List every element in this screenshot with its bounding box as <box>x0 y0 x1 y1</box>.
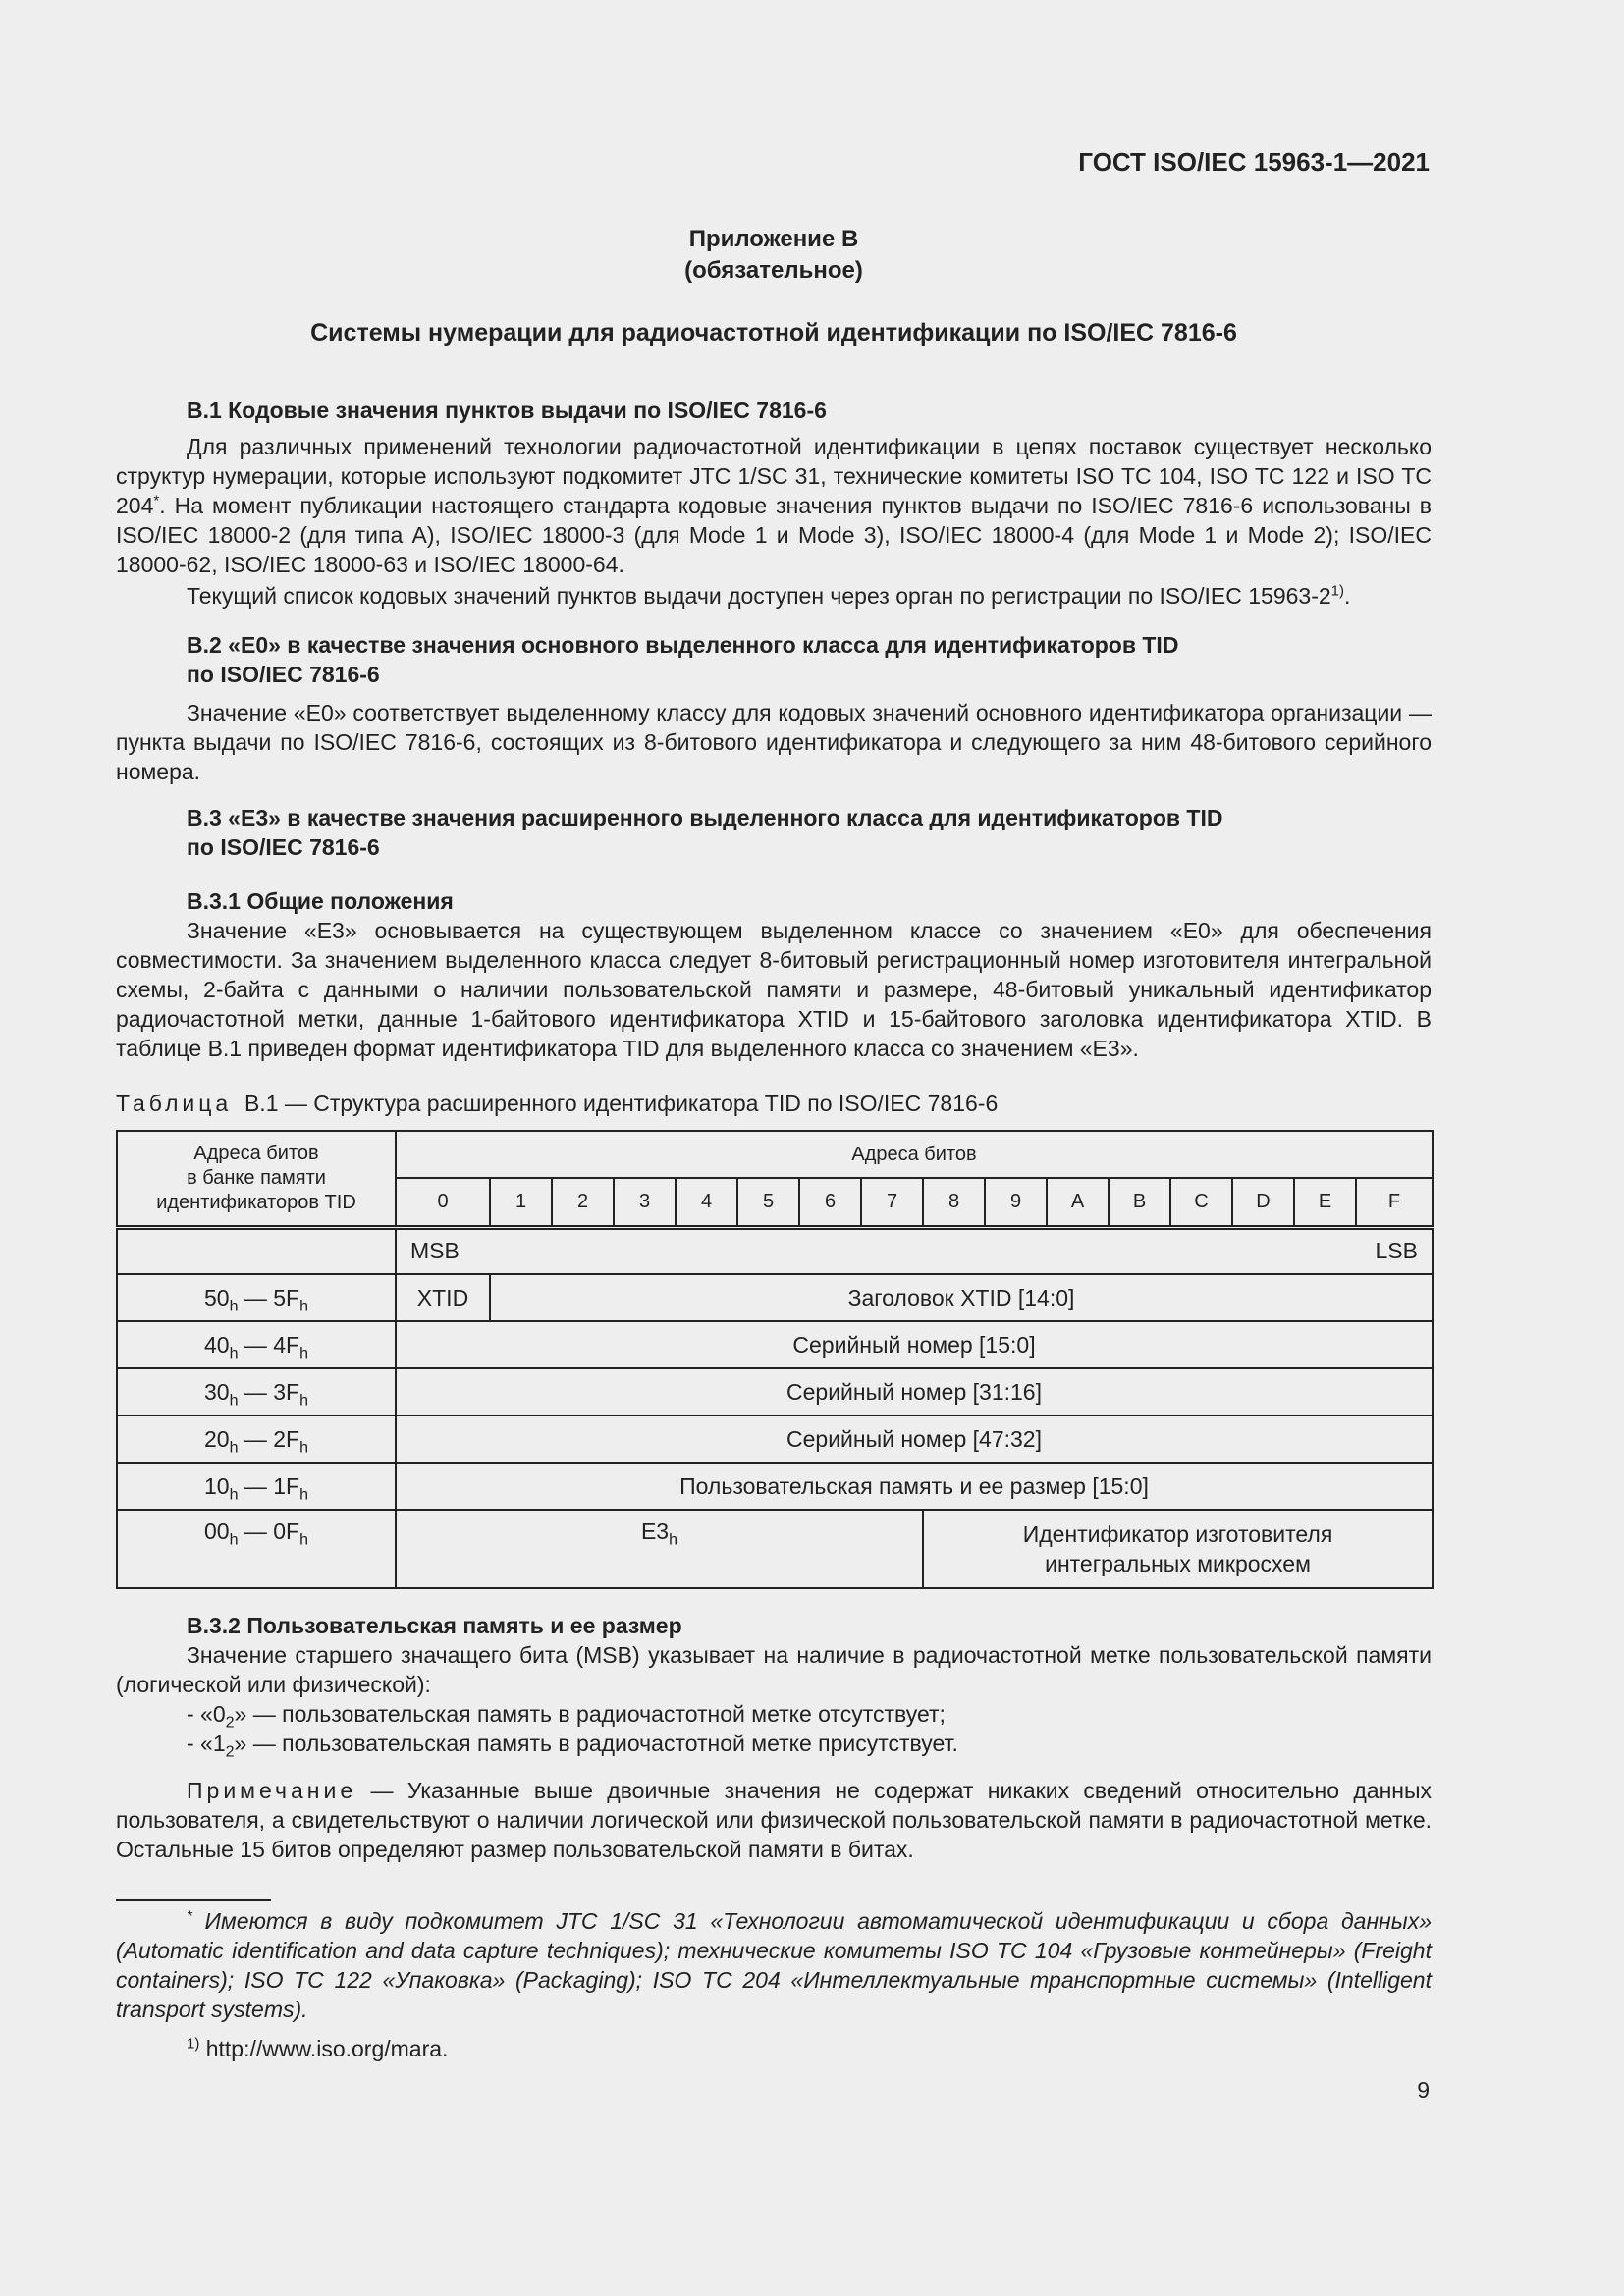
bit-header: B <box>1109 1178 1170 1227</box>
list-item: - «$0_2$» — пользовательская память в радиочастотной метке отсутствует; <box>187 1701 946 1732</box>
e3-cell: $E3_h$ <box>396 1510 923 1588</box>
manufacturer-cell: Идентификатор изготовителя интегральных микросхем <box>923 1510 1433 1588</box>
bit-header: C <box>1170 1178 1232 1227</box>
bit-header: F <box>1356 1178 1433 1227</box>
section-b1-paragraph: Для различных применений технологии радиочастотной идентификации в цепях поставок существует несколько структур нумерации, которые используют подкомитет JTC 1/SC 31, технические комитеты ISO TC 104, ISO TC 122 и ISO TC 204*. На момент публикации настоящего стандарта кодовые значения пунктов выдачи по ISO/IEC 7816-6 использованы в ISO/IEC 18000-2 (для типа А), ISO/IEC 18000-3 (для Mode 1 и Mode 3), ISO/IEC 18000-4 (для Mode 1 и Mode 2); ISO/IEC 18000-62, ISO/IEC 18000-63 и ISO/IEC 18000-64. <box>116 434 1432 577</box>
section-b32-paragraph: Значение старшего значащего бита (MSB) указывает на наличие в радиочастотной метке пользовательской памяти (логической или физической): <box>116 1642 1432 1697</box>
section-b31-heading: В.3.1 Общие положения <box>187 888 454 914</box>
bit-header: D <box>1232 1178 1294 1227</box>
section-b2-paragraph: Значение «Е0» соответствует выделенному классу для кодовых значений основного идентификатора организации — пункта выдачи по ISO/IEC 7816-6, состоящих из 8-битового идентификатора и следующего за ним 48-битового серийного номера. <box>116 700 1432 784</box>
bit-header: 6 <box>799 1178 861 1227</box>
bit-header: 9 <box>985 1178 1047 1227</box>
footnote-1: $^{1)}$ http://www.iso.org/mara. <box>187 2035 449 2061</box>
annex-status: (обязательное) <box>684 257 863 284</box>
bit-header: 2 <box>552 1178 614 1227</box>
footnote-ref-1[interactable]: 1) <box>1330 582 1345 600</box>
tid-structure-table <box>116 1130 1434 1589</box>
bit-header: 7 <box>861 1178 923 1227</box>
serial-cell: Серийный номер [15:0] <box>396 1321 1433 1368</box>
page-number: 9 <box>1417 2077 1430 2103</box>
section-b31-paragraph: Значение «Е3» основывается на существующем выделенном классе со значением «Е0» для обеспечения совместимости. За значением выделенного класса следует 8-битовый регистрационный номер изготовителя интегральной схемы, 2-байта с данными о наличии пользовательской памяти и размере, 48-битовый уникальный идентификатор радиочастотной метки, данные 1-байтового идентификатора XTID и 15-байтового заголовка идентификатора XTID. В таблице В.1 приведен формат идентификатора TID для выделенного класса со значением «Е3». <box>116 918 1432 1061</box>
footnote-star: * Имеются в виду подкомитет JTC 1/SC 31 «Технологии автоматической идентификации и сбора данных» (Automatic identification and data capture techniques); технические комитеты ISO TC 104 «Грузовые контейнеры» (Freight containers); ISO TC 122 «Упаковка» (Packaging); ISO TC 204 «Интеллектуальные транспортные системы» (Intelligent transport systems). <box>116 1907 1432 2022</box>
address-range: $00_h$ — $0F_h$ <box>117 1510 396 1588</box>
serial-cell: Серийный номер [31:16] <box>396 1368 1433 1415</box>
msb-lsb-row <box>396 1227 1433 1274</box>
address-range: $10_h$ — $1F_h$ <box>117 1463 396 1510</box>
section-b1-heading: В.1 Кодовые значения пунктов выдачи по ISO/IEC 7816-6 <box>187 398 827 423</box>
bit-header: 5 <box>737 1178 799 1227</box>
address-range: $20_h$ — $2F_h$ <box>117 1415 396 1463</box>
note: Примечание — Указанные выше двоичные значения не содержат никаких сведений относительно данных пользователя, а свидетельствуют о наличии логической или физической пользовательской памяти в радиочастотной метке. Остальные 15 битов определяют размер пользовательской памяти в битах. <box>116 1778 1432 1862</box>
section-b3-heading: В.3 «Е3» в качестве значения расширенного выделенного класса для идентификаторов TID по ISO/IEC 7816-6 <box>187 805 1223 860</box>
msb-label: MSB <box>410 1238 460 1264</box>
table-header-bank: Адреса битов в банке памяти идентификаторов TID <box>117 1131 396 1227</box>
section-b1-paragraph-2: Текущий список кодовых значений пунктов выдачи доступен через орган по регистрации по ISO/IEC 15963-2$^{1)}$. <box>187 582 1351 609</box>
footnote-divider <box>116 1899 271 1901</box>
table-caption: Таблица В.1 — Структура расширенного идентификатора TID по ISO/IEC 7816-6 <box>116 1091 999 1116</box>
footnote-link[interactable]: http://www.iso.org/mara. <box>199 2036 449 2061</box>
standard-number: ГОСТ ISO/IEC 15963-1—2021 <box>1078 147 1430 177</box>
user-memory-cell: Пользовательская память и ее размер [15:0] <box>396 1463 1433 1510</box>
bit-header: 4 <box>676 1178 737 1227</box>
address-range: $50_h$ — $5F_h$ <box>117 1274 396 1321</box>
bit-header: A <box>1047 1178 1109 1227</box>
lsb-label: LSB <box>1375 1238 1418 1264</box>
bit-header: E <box>1294 1178 1356 1227</box>
address-range: $40_h$ — $4F_h$ <box>117 1321 396 1368</box>
list-item: - «$1_2$» — пользовательская память в радиочастотной метке присутствует. <box>187 1731 958 1761</box>
table-cell-empty <box>117 1227 396 1274</box>
footnote-ref-star[interactable]: * <box>153 492 160 509</box>
bit-header: 1 <box>490 1178 552 1227</box>
xtid-cell: XTID <box>396 1274 490 1321</box>
bit-header: 8 <box>923 1178 985 1227</box>
section-b2-heading: В.2 «Е0» в качестве значения основного выделенного класса для идентификаторов TID по ISO/IEC 7816-6 <box>187 632 1179 687</box>
address-range: $30_h$ — $3F_h$ <box>117 1368 396 1415</box>
bit-header: 0 <box>396 1178 490 1227</box>
section-b32-heading: В.3.2 Пользовательская память и ее размер <box>187 1613 682 1638</box>
bit-header: 3 <box>614 1178 676 1227</box>
xtid-header-cell: Заголовок XTID [14:0] <box>490 1274 1433 1321</box>
annex-title: Приложение В <box>688 226 859 252</box>
annex-heading: Системы нумерации для радиочастотной идентификации по ISO/IEC 7816-6 <box>310 319 1237 347</box>
serial-cell: Серийный номер [47:32] <box>396 1415 1433 1463</box>
table-header-bits: Адреса битов <box>396 1131 1433 1178</box>
